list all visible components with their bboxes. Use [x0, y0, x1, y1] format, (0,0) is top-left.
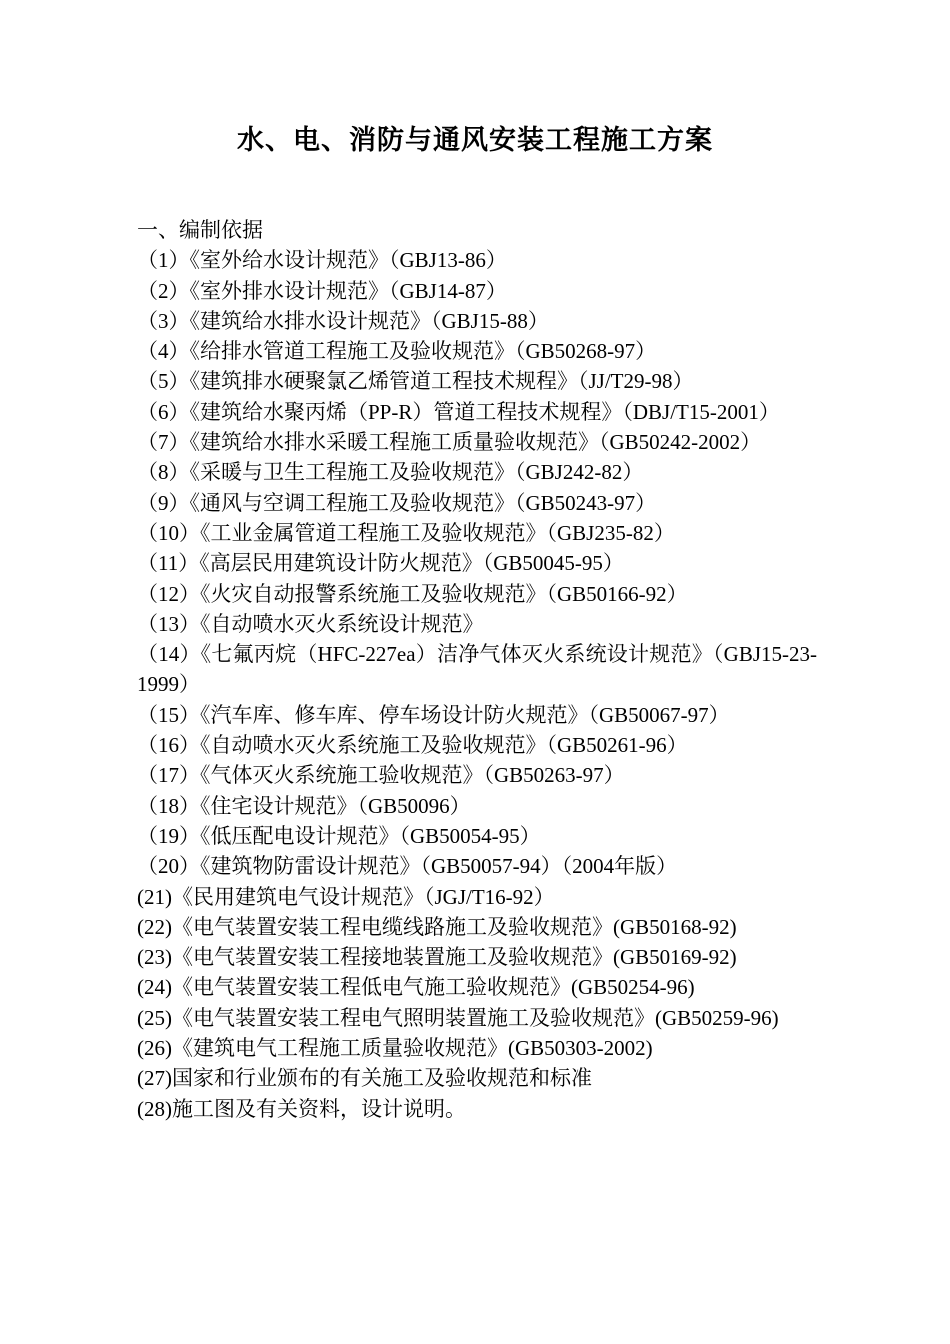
reference-item: （10）《工业金属管道工程施工及验收规范》（GBJ235-82） — [137, 520, 675, 545]
reference-item: （6）《建筑给水聚丙烯（PP-R）管道工程技术规程》（DBJ/T15-2001） — [137, 399, 780, 424]
reference-item: (26)《建筑电气工程施工质量验收规范》(GB50303-2002) — [137, 1036, 653, 1061]
reference-item: （16）《自动喷水灭火系统施工及验收规范》（GB50261-96） — [137, 733, 688, 758]
reference-item: （20）《建筑物防雷设计规范》（GB50057-94）（2004年版） — [137, 854, 678, 879]
reference-item: (22)《电气装置安装工程电缆线路施工及验收规范》(GB50168-92) — [137, 914, 737, 939]
reference-item: (23)《电气装置安装工程接地装置施工及验收规范》(GB50169-92) — [137, 945, 737, 970]
reference-item: (28)施工图及有关资料，设计说明。 — [137, 1096, 466, 1121]
reference-item: （18）《住宅设计规范》（GB50096） — [137, 793, 471, 818]
reference-item: （15）《汽车库、修车库、停车场设计防火规范》（GB50067-97） — [137, 702, 730, 727]
reference-item: (21)《民用建筑电气设计规范》（JGJ/T16-92） — [137, 884, 555, 909]
reference-item: （3）《建筑给水排水设计规范》（GBJ15-88） — [137, 308, 549, 333]
reference-item: （19）《低压配电设计规范》（GB50054-95） — [137, 823, 541, 848]
reference-item: （17）《气体灭火系统施工验收规范》（GB50263-97） — [137, 763, 625, 788]
reference-item: （12）《火灾自动报警系统施工及验收规范》（GB50166-92） — [137, 581, 688, 606]
reference-item: （14）《七氟丙烷（HFC-227ea）洁净气体灭火系统设计规范》（GBJ15-23-1999） — [137, 642, 817, 697]
reference-item: （13）《自动喷水灭火系统设计规范》 — [137, 611, 484, 636]
reference-item: （1）《室外给水设计规范》（GBJ13-86） — [137, 248, 507, 273]
document-title: 水、电、消防与通风安装工程施工方案 — [237, 125, 713, 155]
reference-item: （7）《建筑给水排水采暖工程施工质量验收规范》（GB50242-2002） — [137, 430, 762, 455]
reference-item: （4）《给排水管道工程施工及验收规范》（GB50268-97） — [137, 339, 657, 364]
reference-item: （9）《通风与空调工程施工及验收规范》（GB50243-97） — [137, 490, 657, 515]
reference-item: (25)《电气装置安装工程电气照明装置施工及验收规范》(GB50259-96) — [137, 1005, 779, 1030]
document-body — [137, 215, 817, 1124]
reference-item: （5）《建筑排水硬聚氯乙烯管道工程技术规程》（JJ/T29-98） — [137, 369, 694, 394]
reference-item: （11）《高层民用建筑设计防火规范》（GB50045-95） — [137, 551, 624, 576]
reference-item: （2）《室外排水设计规范》（GBJ14-87） — [137, 278, 507, 303]
reference-item: (24)《电气装置安装工程低电气施工验收规范》(GB50254-96) — [137, 975, 695, 1000]
reference-item: (27)国家和行业颁布的有关施工及验收规范和标准 — [137, 1066, 592, 1091]
reference-item: （8）《采暖与卫生工程施工及验收规范》（GBJ242-82） — [137, 460, 644, 485]
section-heading: 一、编制依据 — [137, 218, 263, 242]
